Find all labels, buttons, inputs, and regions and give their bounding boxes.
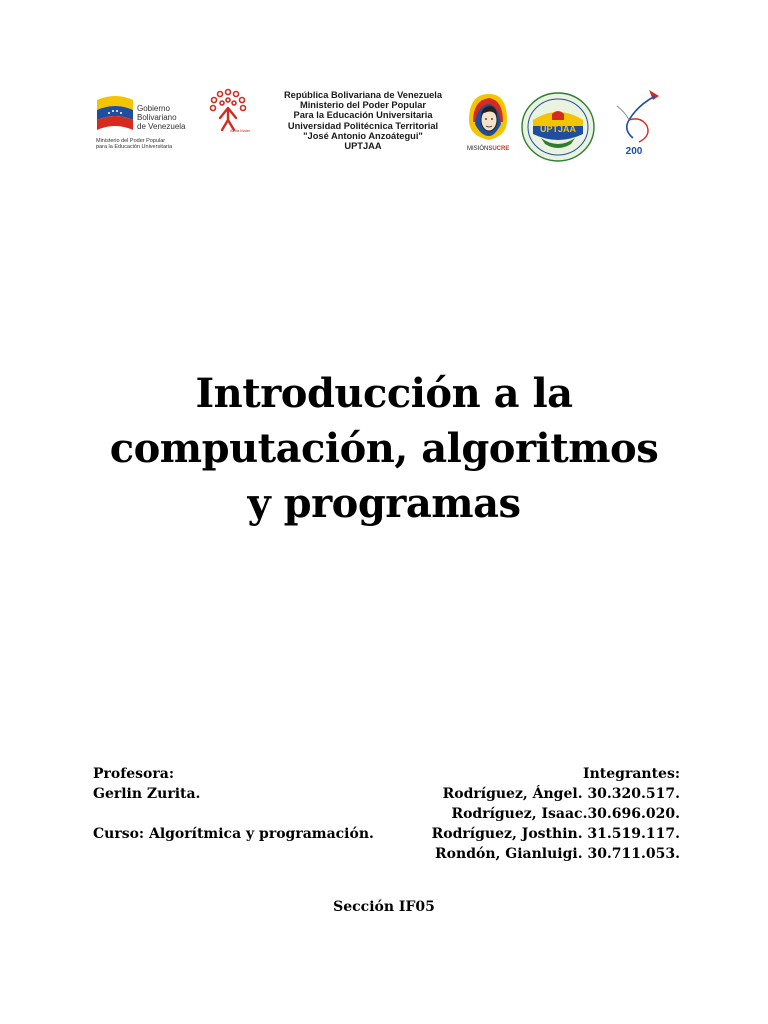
uptjaa-logo	[519, 90, 597, 164]
institution-line: "José Antonio Anzoátegui"	[303, 130, 423, 141]
course-name: Curso: Algorítmica y programación.	[93, 826, 374, 842]
bicentennial-figure-icon	[607, 86, 677, 166]
member-item: Rondón, Gianluigi. 30.711.053.	[435, 846, 680, 862]
alma-mater-logo	[203, 86, 253, 134]
institution-line: República Bolivariana de Venezuela	[283, 90, 443, 100]
members-block	[432, 764, 680, 864]
professor-name: Gerlin Zurita.	[93, 786, 201, 802]
institution-header-text	[263, 90, 463, 151]
flower-figure-icon	[203, 86, 253, 134]
gobierno-logo-text: Gobierno Bolivariano de Venezuela	[137, 104, 186, 131]
members-label: Integrantes:	[583, 766, 680, 782]
gobierno-bolivariano-logo	[93, 90, 201, 154]
document-title	[60, 366, 708, 531]
member-item: Rodríguez, Ángel. 30.320.517.	[442, 786, 680, 802]
member-item: Rodríguez, Josthin. 31.519.117.	[431, 826, 680, 842]
mision-sucre-label: MISIÓNSUCRE	[467, 146, 510, 152]
bicentennial-logo	[607, 86, 677, 166]
venezuela-flag-icon	[93, 90, 137, 134]
professor-course-block	[93, 764, 374, 844]
institution-line: Universidad Politécnica Territorial	[287, 120, 439, 131]
bicentennial-number: 200	[625, 146, 643, 157]
institution-line: UPTJAA	[344, 141, 382, 152]
gobierno-logo-subtext: Ministerio del Poder Popular para la Educación Universitaria	[96, 138, 173, 150]
title-line: Introducción a la	[195, 370, 573, 417]
bolivar-portrait-icon	[465, 90, 511, 146]
header-banner	[93, 86, 677, 166]
title-line: y programas	[247, 480, 521, 527]
uptjaa-emblem-icon	[519, 90, 597, 164]
section-label: Sección IF05	[333, 899, 435, 915]
institution-line: Para la Educación Universitaria	[293, 110, 433, 121]
uptjaa-emblem-text: UPTJAA	[539, 124, 577, 134]
professor-label: Profesora:	[93, 766, 175, 782]
institution-line: Ministerio del Poder Popular	[299, 100, 427, 111]
title-line: computación, algoritmos	[109, 425, 659, 472]
alma-mater-caption: Alma Mater	[230, 128, 251, 133]
member-item: Rodríguez, Isaac.30.696.020.	[451, 806, 680, 822]
